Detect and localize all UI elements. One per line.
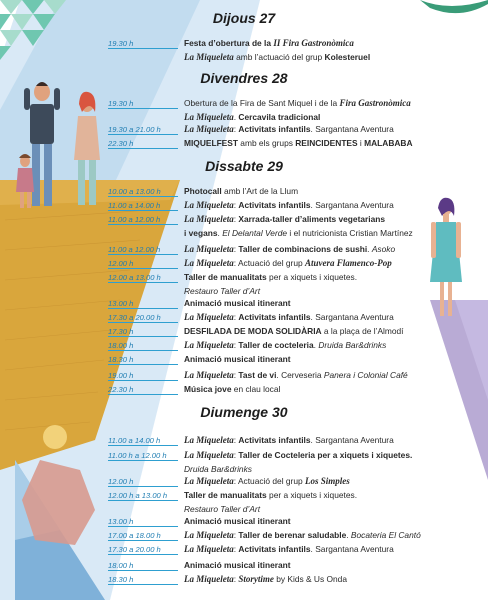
text-fragment: Cercavila tradicional (238, 112, 321, 122)
event-time: 18.30 h (108, 575, 134, 584)
text-fragment: : (233, 214, 239, 224)
event-description (184, 199, 394, 212)
text-fragment: . Sargantana Aventura (310, 435, 394, 445)
text-fragment: Activitats infantils (238, 200, 311, 210)
time-underline (108, 540, 178, 541)
text-fragment: La Miqueleta (184, 52, 234, 62)
event-row (108, 573, 438, 586)
text-fragment: Animació musical itinerant (184, 298, 291, 308)
event-time: 17.30 a 20.00 h (108, 545, 161, 554)
event-time: 11.00 h a 12.00 h (108, 451, 167, 460)
text-fragment: by Kids & Us Onda (273, 574, 347, 584)
event-row (108, 543, 438, 556)
event-description (184, 434, 394, 447)
event-row (108, 475, 438, 488)
text-fragment: Animació musical itinerant (184, 560, 291, 570)
text-fragment: La Miqueleta (184, 544, 234, 554)
time-underline (108, 526, 178, 527)
text-fragment: amb l’Art de la Llum (221, 186, 299, 196)
text-fragment: . Sargantana Aventura (310, 312, 394, 322)
time-underline (108, 350, 178, 351)
text-fragment: . Cerveseria (276, 370, 324, 380)
event-row (108, 369, 438, 382)
text-fragment: : (233, 244, 239, 254)
text-fragment: Taller de manualitats (184, 272, 267, 282)
text-fragment: La Miqueleta (184, 530, 234, 540)
text-fragment: : (233, 370, 239, 380)
text-fragment: amb els grups (237, 138, 296, 148)
event-row-continued (108, 227, 438, 240)
text-fragment: : (233, 574, 239, 584)
event-row (108, 37, 438, 50)
day-heading: Dijous 27 (212, 10, 276, 26)
text-fragment: . (217, 228, 223, 238)
event-description (184, 383, 280, 396)
text-fragment: La Miqueleta (184, 258, 234, 268)
text-fragment: Música jove (184, 384, 232, 394)
event-description (184, 325, 404, 338)
text-fragment: : (233, 124, 239, 134)
text-fragment: Festa d’obertura de la (184, 38, 274, 48)
time-underline (108, 486, 178, 487)
event-description (184, 529, 421, 542)
time-underline (108, 196, 178, 197)
time-underline (108, 48, 178, 49)
text-fragment: La Miqueleta (184, 124, 234, 134)
text-fragment: Taller de cocteleria (238, 340, 314, 350)
text-fragment: La Miqueleta (184, 435, 234, 445)
event-row (108, 515, 438, 528)
event-row (108, 529, 438, 542)
time-underline (108, 584, 178, 585)
text-fragment: Asoko (371, 244, 396, 254)
text-fragment: . (367, 244, 372, 254)
time-underline (108, 322, 178, 323)
text-fragment: Bocateria El Cantó (350, 530, 421, 540)
event-organizer: Restauro Taller d’Art (184, 504, 261, 514)
text-fragment: Photocall (184, 186, 222, 196)
time-underline (108, 554, 178, 555)
event-description (184, 243, 395, 256)
event-row (108, 137, 438, 150)
day-heading: Dissabte 29 (205, 158, 283, 174)
event-time: 13.00 h (108, 517, 134, 526)
text-fragment: : (233, 200, 239, 210)
event-time: 18.30 h (108, 355, 134, 364)
event-description (184, 573, 347, 586)
text-fragment: i vegans (184, 228, 218, 238)
event-time: 12.00 h a 13.00 h (108, 491, 168, 500)
event-row (108, 297, 438, 310)
event-time: 11.00 a 12.00 h (108, 245, 161, 254)
event-row (108, 185, 438, 198)
event-time: 22.30 h (108, 385, 134, 394)
text-fragment: La Miqueleta (184, 214, 234, 224)
text-fragment: Activitats infantils (238, 544, 311, 554)
event-row (108, 325, 438, 338)
event-time: 12.00 a 13.00 h (108, 273, 161, 282)
time-underline (108, 134, 178, 135)
event-description (184, 271, 357, 284)
time-underline (108, 364, 178, 365)
text-fragment: MALABABA (364, 138, 413, 148)
text-fragment: per a xiquets i xiquetes. (266, 490, 358, 500)
text-fragment: . Sargantana Aventura (310, 124, 394, 134)
event-description (184, 339, 386, 352)
text-fragment: : (233, 340, 239, 350)
event-description (184, 311, 394, 324)
event-time: 18.00 h (108, 561, 134, 570)
event-description (184, 543, 394, 556)
event-time: 17.30 a 20.00 h (108, 313, 161, 322)
event-row (108, 199, 438, 212)
time-underline (108, 394, 178, 395)
text-fragment: : (233, 435, 239, 445)
time-underline (108, 282, 178, 283)
text-fragment: DESFILADA DE MODA SOLIDÀRIA (184, 326, 322, 336)
event-organizer: Restauro Taller d’Art (184, 286, 261, 296)
event-description (184, 37, 354, 50)
event-description (184, 369, 408, 382)
text-fragment: Activitats infantils (238, 435, 311, 445)
event-row (108, 257, 438, 270)
time-underline (108, 570, 178, 571)
time-underline (108, 445, 178, 446)
event-time: 18.00 h (108, 341, 134, 350)
time-underline (108, 210, 178, 211)
text-fragment: . (346, 530, 351, 540)
event-row (108, 353, 438, 366)
event-row (108, 123, 438, 136)
event-description (184, 515, 291, 528)
time-underline (108, 148, 178, 149)
text-fragment: : Actuació del grup (233, 258, 305, 268)
event-time: 13.00 h (108, 299, 134, 308)
time-underline (108, 500, 178, 501)
text-fragment: Animació musical itinerant (184, 516, 291, 526)
event-description (184, 475, 350, 488)
event-description (184, 185, 298, 198)
text-fragment: La Miqueleta (184, 112, 234, 122)
text-fragment: El Delantal Verde (222, 228, 288, 238)
text-fragment: amb l’actuació del grup (233, 52, 325, 62)
text-fragment: per a xiquets i xiquetes. (266, 272, 358, 282)
event-row (108, 383, 438, 396)
text-fragment: Fira Gastronòmica (339, 98, 411, 108)
text-fragment: Activitats infantils (238, 312, 311, 322)
text-fragment: Druida Bar&drinks (318, 340, 387, 350)
text-fragment: . Sargantana Aventura (310, 544, 394, 554)
event-row (108, 449, 438, 462)
event-description-continued (184, 51, 370, 64)
event-row-continued (108, 51, 438, 64)
event-row (108, 311, 438, 324)
event-time: 19.30 h (108, 39, 134, 48)
event-time: 12.00 h (108, 477, 134, 486)
event-description (184, 353, 291, 366)
event-time: 19.30 h (108, 99, 134, 108)
event-description (184, 489, 357, 502)
event-row (108, 213, 438, 226)
event-description (184, 559, 291, 572)
time-underline (108, 268, 178, 269)
event-description (184, 123, 394, 136)
time-underline (108, 108, 178, 109)
event-description (184, 449, 412, 462)
text-fragment: Tast de vi (238, 370, 277, 380)
event-time: 12.00 h (108, 259, 134, 268)
text-fragment: La Miqueleta (184, 370, 234, 380)
event-description (184, 97, 411, 110)
event-time: 19.30 a 21.00 h (108, 125, 161, 134)
event-row (108, 339, 438, 352)
text-fragment: Taller de berenar saludable (238, 530, 347, 540)
event-row (108, 97, 438, 110)
event-time: 22.30 h (108, 139, 134, 148)
event-description-continued (184, 227, 413, 240)
event-organizer: Druida Bar&drinks (184, 464, 252, 474)
event-row (108, 434, 438, 447)
time-underline (108, 460, 178, 461)
text-fragment: Obertura de la Fira de Sant Miquel i de la (184, 98, 340, 108)
text-fragment: La Miqueleta (184, 450, 234, 460)
text-fragment: a la plaça de l’Almodí (321, 326, 404, 336)
event-time: 11.00 a 14.00 h (108, 201, 161, 210)
day-heading: Divendres 28 (200, 70, 288, 86)
text-fragment: Atuvera Flamenco-Pop (304, 258, 392, 268)
event-row (108, 559, 438, 572)
time-underline (108, 224, 178, 225)
text-fragment: La Miqueleta (184, 574, 234, 584)
event-time: 17.00 a 18.00 h (108, 531, 161, 540)
event-time: 11.00 a 14.00 h (108, 436, 161, 445)
day-heading: Diumenge 30 (200, 404, 288, 420)
event-description (184, 257, 392, 270)
event-description (184, 137, 413, 150)
event-time: 19.00 h (108, 371, 134, 380)
time-underline (108, 380, 178, 381)
text-fragment: Taller de manualitats (184, 490, 267, 500)
text-fragment: . (233, 112, 239, 122)
event-row (108, 243, 438, 256)
text-fragment: REINCIDENTES (295, 138, 358, 148)
text-fragment: Storytime (238, 574, 274, 584)
text-fragment: Activitats infantils (238, 124, 311, 134)
event-description (184, 213, 385, 226)
event-row (108, 489, 438, 502)
text-fragment: : Actuació del grup (233, 476, 305, 486)
event-time: 11.00 a 12.00 h (108, 215, 161, 224)
text-fragment: MIQUELFEST (184, 138, 238, 148)
time-underline (108, 336, 178, 337)
text-fragment: . Sargantana Aventura (310, 200, 394, 210)
text-fragment: La Miqueleta (184, 476, 234, 486)
text-fragment: en clau local (231, 384, 281, 394)
time-underline (108, 254, 178, 255)
text-fragment: La Miqueleta (184, 244, 234, 254)
text-fragment: i (357, 138, 365, 148)
text-fragment: La Miqueleta (184, 340, 234, 350)
text-fragment: Taller de combinacions de sushi (238, 244, 368, 254)
text-fragment: La Miqueleta (184, 312, 234, 322)
text-fragment: : (233, 530, 239, 540)
text-fragment: Panera i Colonial Café (323, 370, 408, 380)
event-time: 10.00 a 13.00 h (108, 187, 161, 196)
event-time: 17.30 h (108, 327, 134, 336)
text-fragment: Taller de Cocteleria per a xiquets i xiquetes. (238, 450, 413, 460)
text-fragment: Kolesteruel (324, 52, 371, 62)
text-fragment: II Fira Gastronòmica (273, 38, 354, 48)
text-fragment: : (233, 544, 239, 554)
text-fragment: Xarrada-taller d’aliments vegetarians (238, 214, 386, 224)
event-row (108, 271, 438, 284)
text-fragment: : (233, 450, 239, 460)
time-underline (108, 308, 178, 309)
text-fragment: Los Simples (304, 476, 350, 486)
text-fragment: . (313, 340, 319, 350)
text-fragment: La Miqueleta (184, 200, 234, 210)
event-description (184, 297, 291, 310)
text-fragment: : (233, 312, 239, 322)
text-fragment: Animació musical itinerant (184, 354, 291, 364)
text-fragment: i el nutricionista Cristian Martínez (287, 228, 413, 238)
